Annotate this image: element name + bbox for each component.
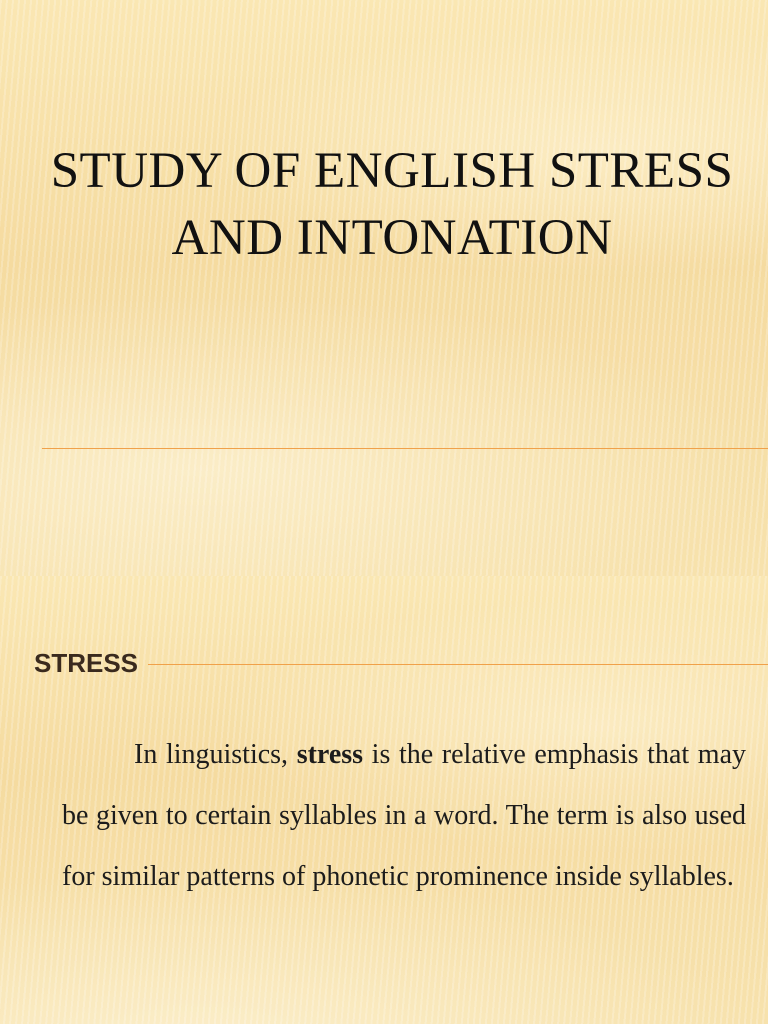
slide-title: STUDY OF ENGLISH STRESS AND INTONATION [50,143,734,266]
section-heading: STRESS [34,648,139,678]
heading-divider [148,664,768,665]
body-paragraph [62,724,746,907]
title-divider [42,448,768,449]
body-text-start: In linguistics, [134,739,297,770]
content-slide [0,576,768,1024]
body-text-rest: is the relative emphasis that may be given to certain syllables in a word. The term is also used for similar patterns of phonetic prominence inside syllables. [62,739,746,892]
body-text-bold-term: stress [296,739,364,770]
